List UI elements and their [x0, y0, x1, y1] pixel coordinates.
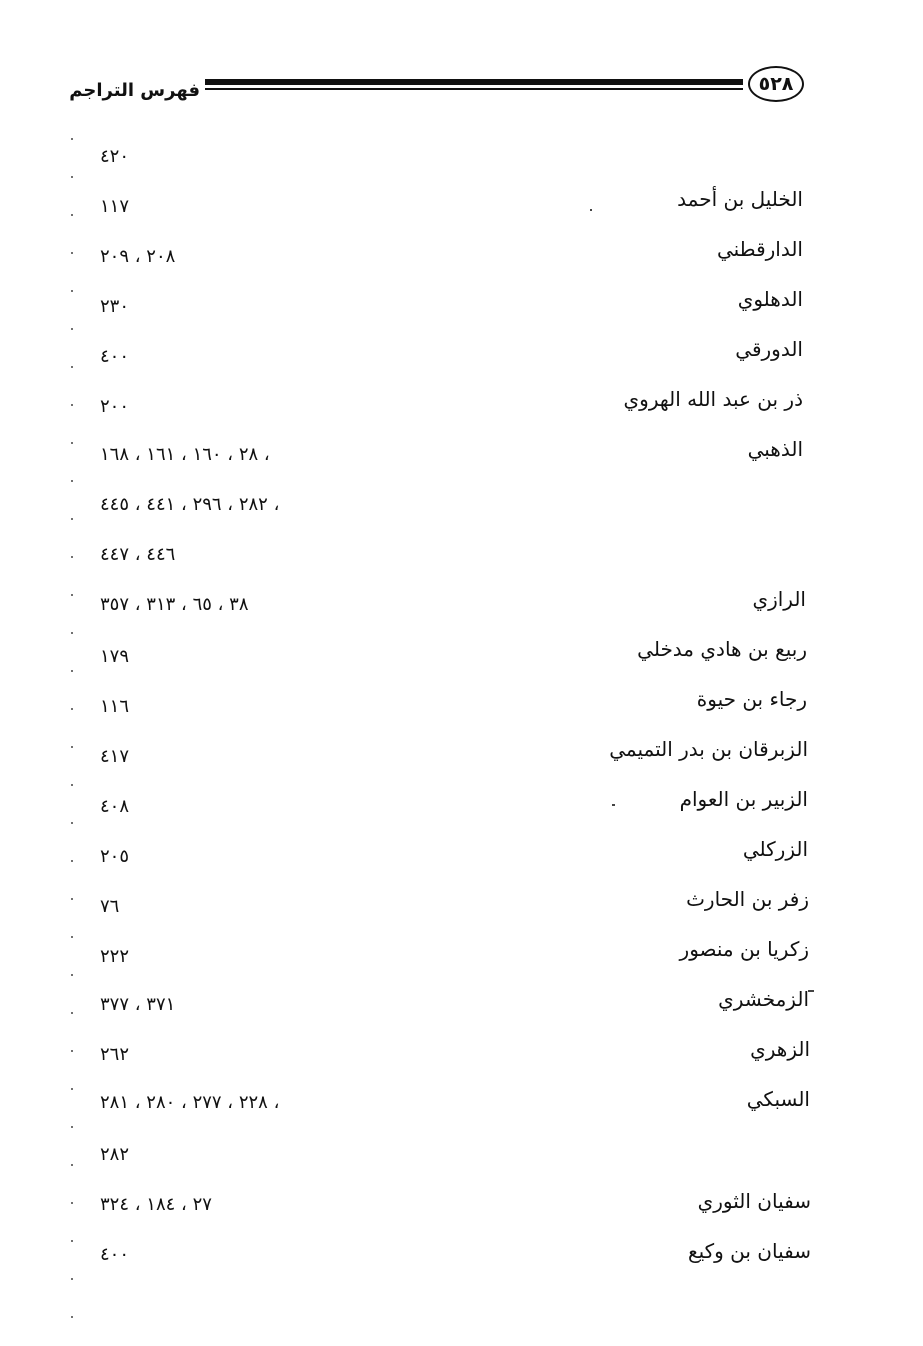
page-number-text: ٥٢٨	[758, 73, 794, 95]
index-entry-pages: ٤١٧	[100, 746, 130, 767]
header-rule-thick	[205, 79, 743, 85]
page-number	[748, 66, 804, 102]
index-entry-name: الخليل بن أحمد	[677, 187, 803, 211]
header-rule	[205, 79, 743, 91]
index-entry-pages: ٢٠٥	[100, 846, 130, 867]
index-entry-pages: ٢٠٠	[100, 396, 130, 417]
index-entry-pages: ٤٠٨	[100, 796, 130, 817]
index-entry-name: الزبرقان بن بدر التميمي	[609, 737, 808, 761]
index-entry-pages: ١٧٩	[100, 646, 130, 667]
binding-margin-dots	[70, 120, 74, 1320]
index-entry-name: الزهري	[750, 1037, 810, 1061]
index-entry-name: زفر بن الحارث	[686, 887, 809, 911]
index-entry-pages: ٢٣٠	[100, 296, 130, 317]
index-entry-pages: ٢٢٨ ، ٢٧٧ ، ٢٨٠ ، ٢٨١ ،	[100, 1092, 280, 1113]
running-title: فهرس التراجم	[69, 80, 200, 101]
index-entry-pages: ٢٨٢ ، ٢٩٦ ، ٤٤١ ، ٤٤٥ ،	[100, 494, 280, 515]
index-entry-pages: ٣٧١ ، ٣٧٧	[100, 994, 176, 1015]
index-entry-pages: ٢٢٢	[100, 946, 130, 967]
index-entry-pages: ٤٤٦ ، ٤٤٧	[100, 544, 176, 565]
index-entry-pages: ٢٨ ، ١٦٠ ، ١٦١ ، ١٦٨ ،	[100, 444, 270, 465]
index-entry-name: زكريا بن منصور	[679, 937, 809, 961]
index-entry-name: الزركلي	[742, 837, 808, 861]
header-rule-thin	[205, 88, 743, 90]
index-entry-name: الدارقطني	[716, 237, 803, 261]
index-entry-name: الرازي	[752, 587, 806, 611]
index-entry-pages: ٤٠٠	[100, 1244, 130, 1265]
index-entry-name: الدورقي	[735, 337, 803, 361]
index-entry-name: الزبير بن العوام	[679, 787, 808, 811]
index-entry-pages: ٤٢٠	[100, 146, 130, 167]
index-entry-name: السبكي	[746, 1087, 810, 1111]
index-entry-name: سفيان الثوري	[697, 1189, 811, 1213]
index-entry-pages: ١١٦	[100, 696, 130, 717]
index-entry-name: الدهلوي	[737, 287, 803, 311]
index-entry-pages: ٣٨ ، ٦٥ ، ٣١٣ ، ٣٥٧	[100, 594, 249, 615]
index-entry-pages: ٢٦٢	[100, 1044, 130, 1065]
index-entry-name: ربيع بن هادي مدخلي	[637, 637, 807, 661]
index-entry-name: رجاء بن حيوة	[696, 687, 807, 711]
index-entry-pages: ١١٧	[100, 196, 130, 217]
index-entry-pages: ٧٦	[100, 896, 120, 917]
index-entry-name: ذر بن عبد الله الهروي	[623, 387, 803, 411]
index-entry-pages: ٢٧ ، ١٨٤ ، ٣٢٤	[100, 1194, 212, 1215]
index-entry-pages: ٢٠٨ ، ٢٠٩	[100, 246, 176, 267]
index-entry-name: الذهبي	[747, 437, 803, 461]
index-entry-pages: ٢٨٢	[100, 1144, 130, 1165]
index-entry-name: سفيان بن وكيع	[687, 1239, 811, 1263]
index-entry-name: الزمخشري	[718, 987, 809, 1011]
index-entry-pages: ٤٠٠	[100, 346, 130, 367]
